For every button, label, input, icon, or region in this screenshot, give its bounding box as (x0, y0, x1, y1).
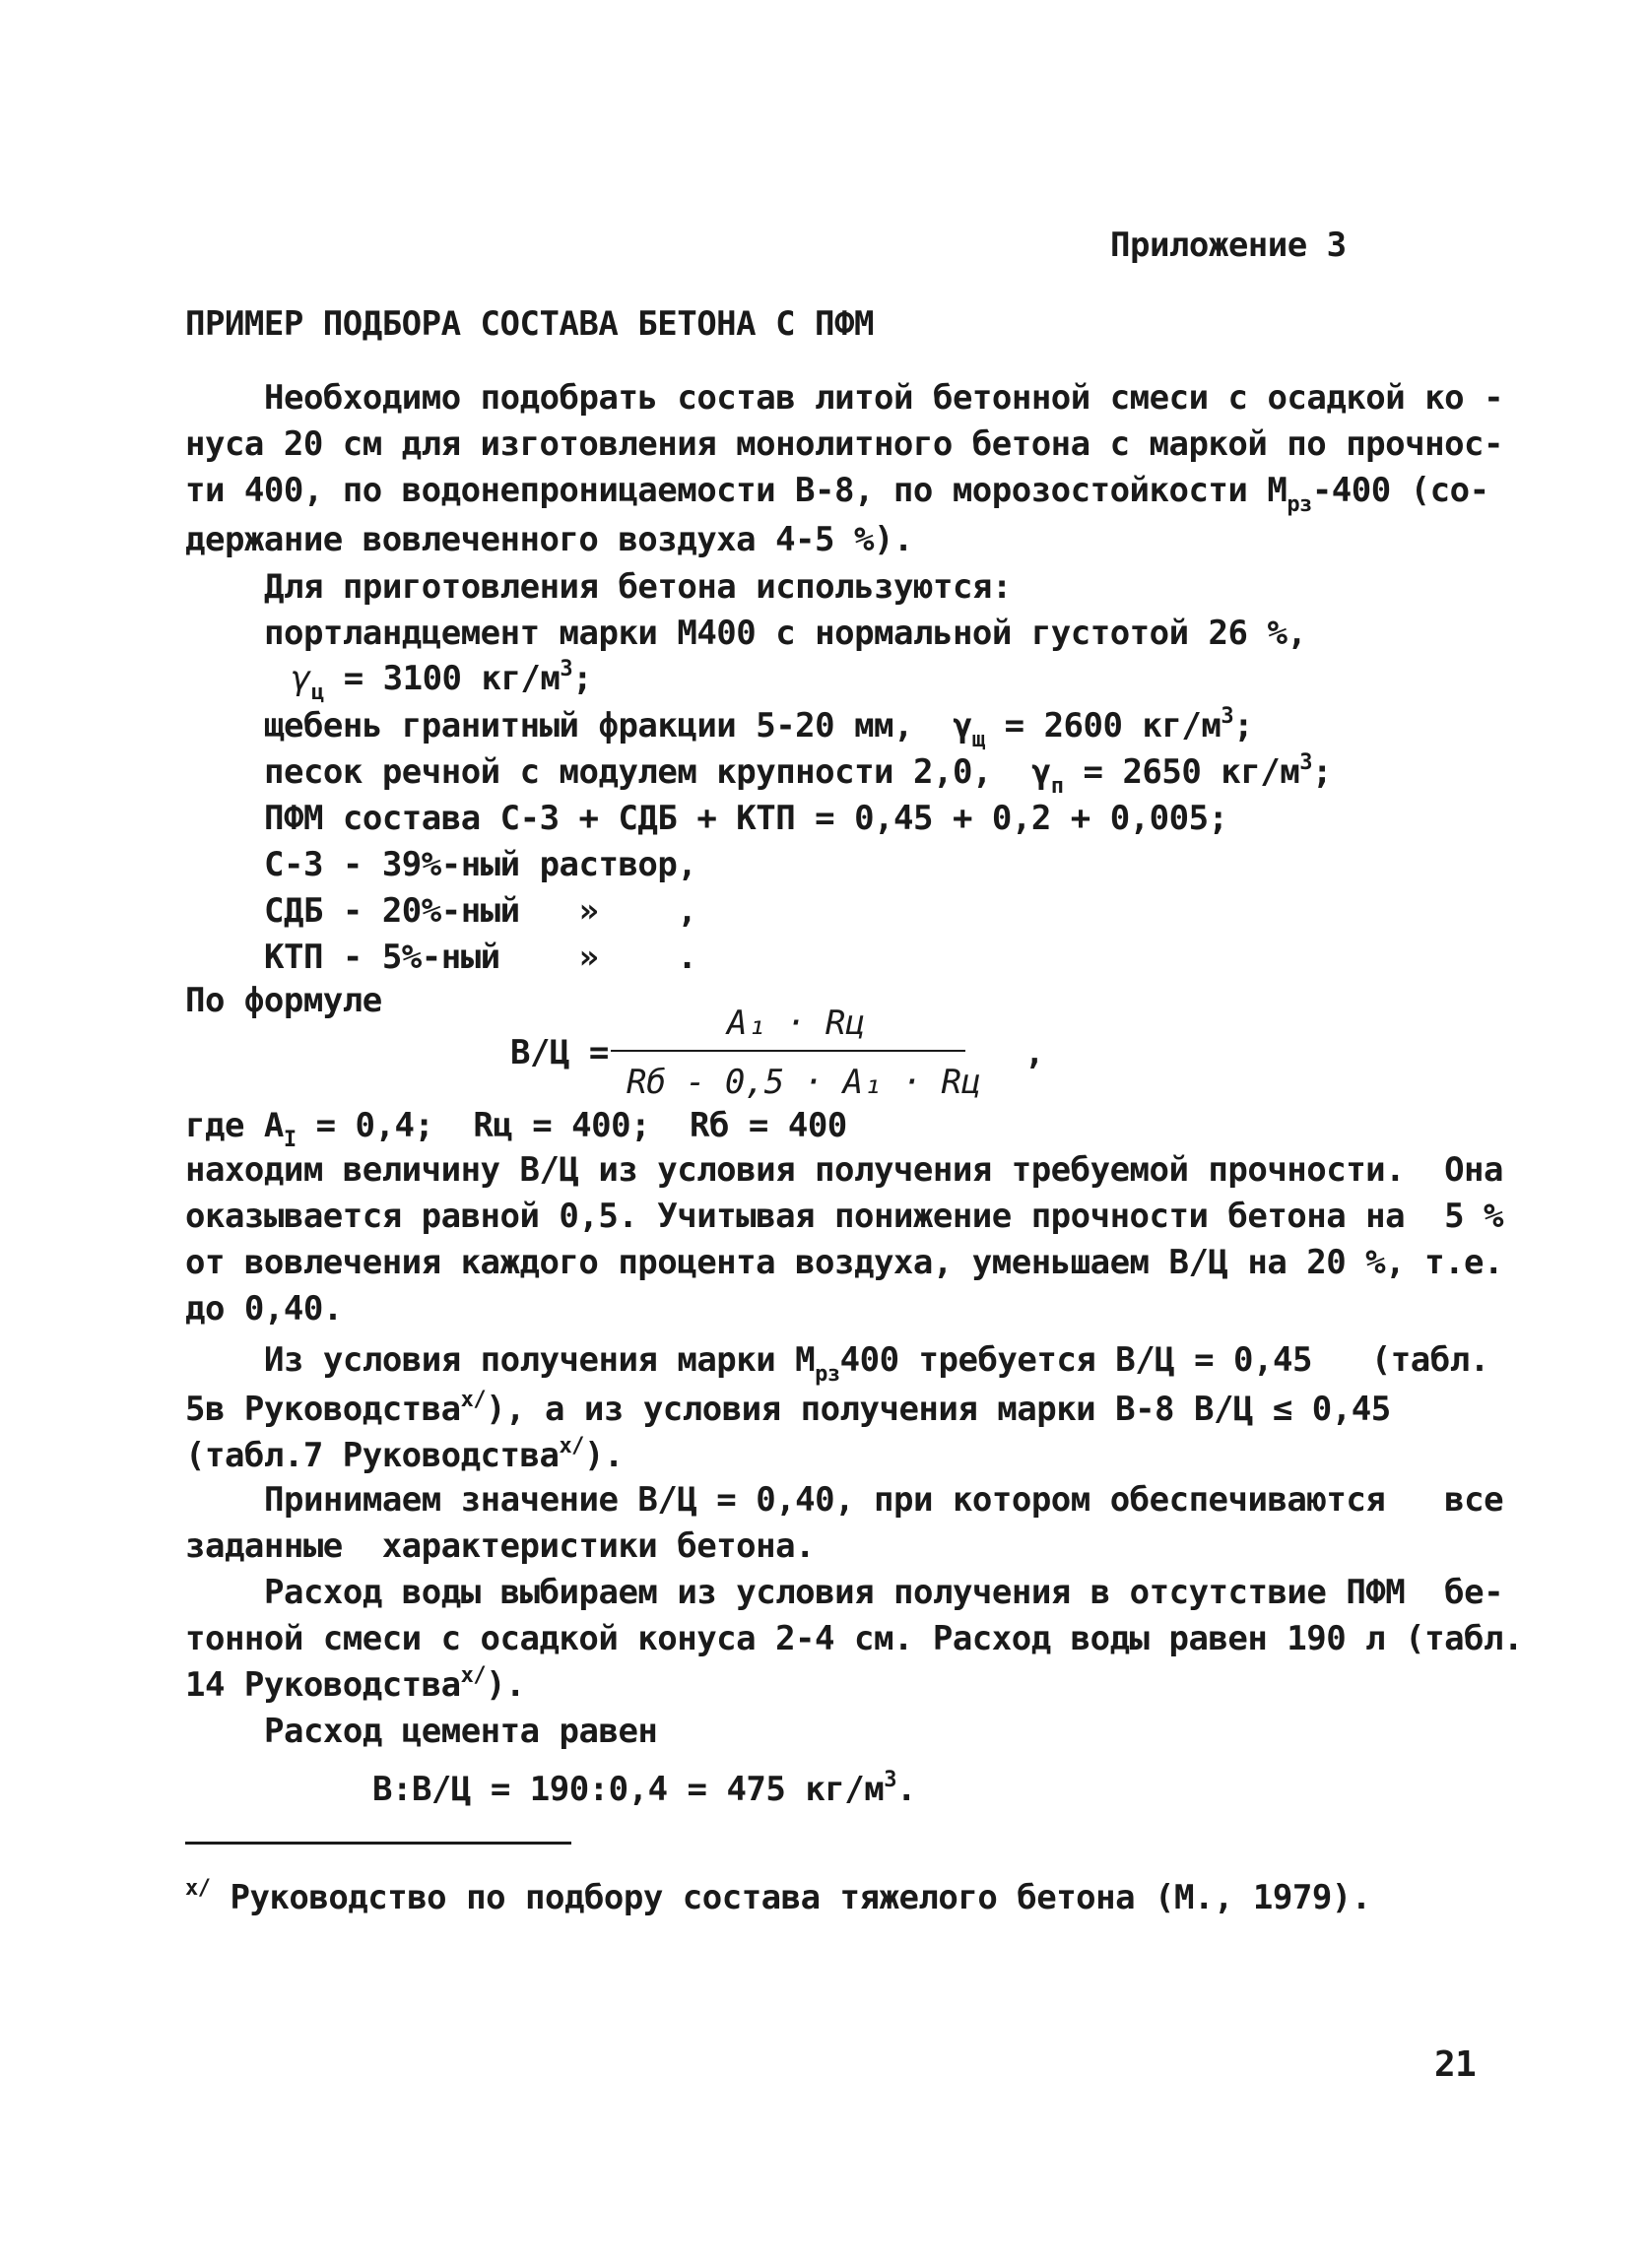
materials-intro: Для приготовления бетона используются: (264, 567, 1012, 607)
material-sdb: СДБ - 20%-ный » , (264, 891, 697, 931)
formula-where: где $A_I = 0,4$; Rц = 400; Rб = 400 (185, 1106, 847, 1152)
material-gravel: щебень гранитный фракции 5-20 мм, $\gamma_щ = 2600$ $кг/м^3$; (264, 704, 1254, 752)
material-c3: С-3 - 39%-ный раствор, (264, 845, 697, 884)
body1-line-3: от вовлечения каждого процента воздуха, уменьшаем В/Ц на 20 %, т.е. (185, 1243, 1503, 1282)
appendix-label: Приложение 3 (1110, 226, 1347, 265)
body4-line-1: Расход воды выбираем из условия получения в отсутствие ПФМ бе- (264, 1573, 1504, 1612)
intro-line-3: ти 400, по водонепроницаемости В-8, по морозостойкости $М_{рз}-400$ (со- (185, 471, 1489, 517)
body1-line-2: оказывается равной 0,5. Учитывая понижение прочности бетона на 5 % (185, 1197, 1503, 1236)
intro-line-2: нуса 20 см для изготовления монолитного бетона с маркой по прочнос- (185, 424, 1503, 464)
intro-line-4: держание вовлеченного воздуха 4-5 %). (185, 520, 913, 559)
formula-denominator: Rб - 0,5 · A₁ · Rц (627, 1063, 981, 1102)
material-cement-line2: $\gamma_ц = 3100$ $кг/м^3$; (292, 657, 593, 705)
formula-fraction-bar (611, 1050, 965, 1052)
material-cement-line1: портландцемент марки М400 с нормальной густотой 26 %, (264, 614, 1307, 653)
body3-line-1: Принимаем значение В/Ц = 0,40, при котором обеспечиваются все (264, 1480, 1504, 1520)
footnote: $^{x/}$ Руководство по подбору состава тяжелого бетона (М., 1979). (185, 1876, 1371, 1917)
formula-intro: По формуле (185, 981, 382, 1020)
body1-line-1: находим величину В/Ц из условия получения требуемой прочности. Она (185, 1150, 1503, 1190)
body4-line-2: тонной смеси с осадкой конуса 2-4 см. Расход воды равен 190 л (табл. (185, 1619, 1523, 1658)
material-sand: песок речной с модулем крупности 2,0, $\gamma_п = 2650$ $кг/м^3$; (264, 750, 1332, 799)
page-number: 21 (1434, 2044, 1477, 2085)
body2-line-3: (табл.7 Руководства$^{x/}$). (185, 1434, 624, 1475)
formula-numerator: A₁ · Rц (727, 1004, 865, 1043)
body2-line-2: 5в Руководства$^{x/}$), а из условия получения марки В-8 В/Ц ≤ 0,45 (185, 1388, 1391, 1429)
body2-line-1: Из условия получения марки $М_{рз}400$ требуется В/Ц = 0,45 (табл. (264, 1340, 1489, 1387)
cement-calc-intro: Расход цемента равен (264, 1712, 658, 1751)
body4-line-3: 14 Руководства$^{x/}$). (185, 1663, 526, 1705)
body3-line-2: заданные характеристики бетона. (185, 1526, 816, 1566)
page-title: ПРИМЕР ПОДБОРА СОСТАВА БЕТОНА С ПФМ (185, 304, 874, 344)
cement-calc: В:В/Ц = 190:0,4 = 475 $кг/м^3$. (372, 1768, 916, 1809)
formula-trail: , (1024, 1033, 1044, 1072)
formula-lhs: В/Ц = (510, 1033, 609, 1072)
material-ktp: КТП - 5%-ный » . (264, 938, 697, 977)
material-pfm: ПФМ состава С-3 + СДБ + КТП = 0,45 + 0,2 + 0,005; (264, 799, 1228, 838)
body1-line-4: до 0,40. (185, 1289, 343, 1328)
intro-line-1: Необходимо подобрать состав литой бетонной смеси с осадкой ко - (264, 378, 1504, 418)
footnote-divider (185, 1842, 571, 1845)
